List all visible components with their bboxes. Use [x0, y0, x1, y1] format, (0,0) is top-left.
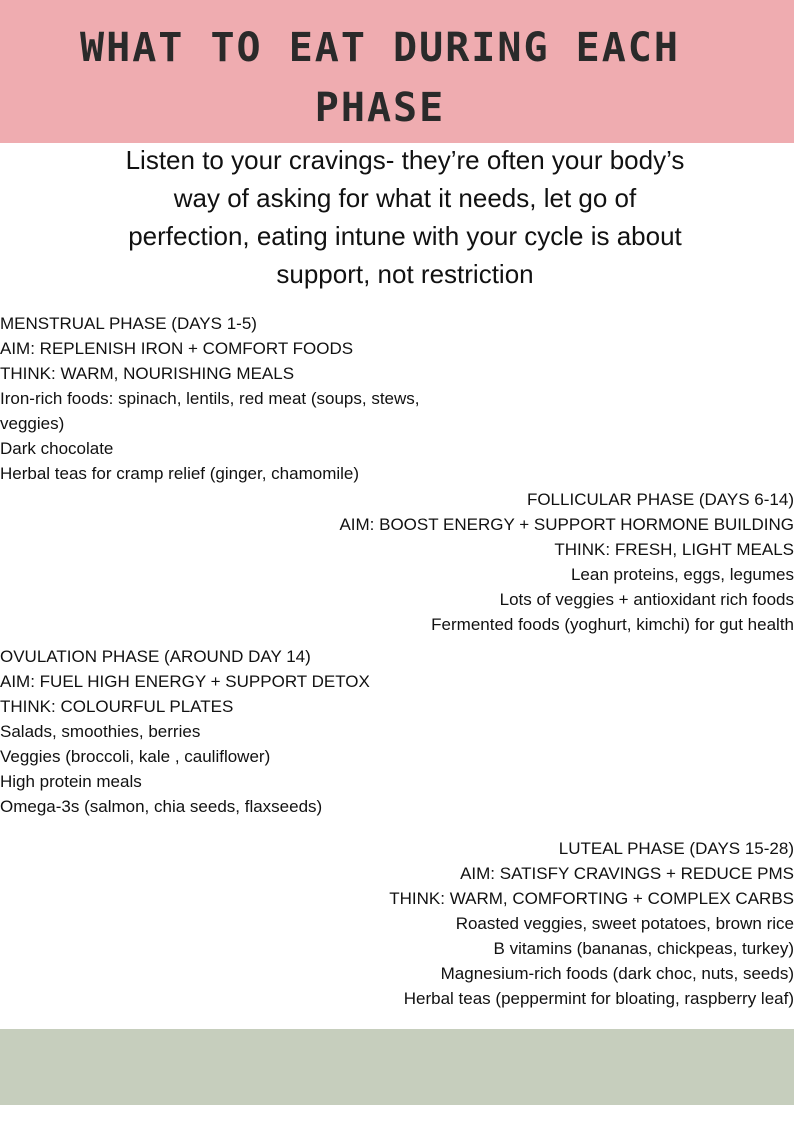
ovulation-phase-item: Veggies (broccoli, kale , cauliflower) [0, 747, 271, 766]
luteal-phase-think: THINK: WARM, COMFORTING + COMPLEX CARBS [389, 889, 794, 908]
follicular-phase-section [339, 487, 794, 637]
menstrual-phase-item: Iron-rich foods: spinach, lentils, red meat (soups, stews, veggies) [0, 389, 420, 433]
luteal-phase-aim: AIM: SATISFY CRAVINGS + REDUCE PMS [460, 864, 794, 883]
luteal-phase-section [389, 836, 794, 1011]
menstrual-phase-item: Dark chocolate [0, 439, 114, 458]
ovulation-phase-item: High protein meals [0, 772, 142, 791]
menstrual-phase-think: THINK: WARM, NOURISHING MEALS [0, 364, 295, 383]
menstrual-phase-aim: AIM: REPLENISH IRON + COMFORT FOODS [0, 339, 354, 358]
header-banner [0, 0, 794, 143]
luteal-phase-item: Herbal teas (peppermint for bloating, raspberry leaf) [403, 989, 794, 1008]
luteal-phase-item: Magnesium-rich foods (dark choc, nuts, seeds) [440, 964, 794, 983]
menstrual-phase-section [0, 311, 440, 486]
intro-text: Listen to your cravings- they’re often your body’s way of asking for what it needs, let go of perfection, eating intune with your cycle is about support, not restriction [125, 145, 685, 289]
follicular-phase-item: Fermented foods (yoghurt, kimchi) for gut health [431, 615, 794, 634]
menstrual-phase-item: Herbal teas for cramp relief (ginger, chamomile) [0, 464, 360, 483]
luteal-phase-item: Roasted veggies, sweet potatoes, brown rice [455, 914, 794, 933]
follicular-phase-heading: FOLLICULAR PHASE (DAYS 6-14) [526, 490, 794, 509]
ovulation-phase-aim: AIM: FUEL HIGH ENERGY + SUPPORT DETOX [0, 672, 370, 691]
ovulation-phase-heading: OVULATION PHASE (AROUND DAY 14) [0, 647, 311, 666]
follicular-phase-aim: AIM: BOOST ENERGY + SUPPORT HORMONE BUILDING [339, 515, 794, 534]
footer-band [0, 1029, 794, 1105]
ovulation-phase-item: Salads, smoothies, berries [0, 722, 201, 741]
follicular-phase-think: THINK: FRESH, LIGHT MEALS [554, 540, 794, 559]
menstrual-phase-heading: MENSTRUAL PHASE (DAYS 1-5) [0, 314, 257, 333]
ovulation-phase-item: Omega-3s (salmon, chia seeds, flaxseeds) [0, 797, 323, 816]
ovulation-phase-think: THINK: COLOURFUL PLATES [0, 697, 234, 716]
ovulation-phase-section [0, 644, 370, 819]
follicular-phase-item: Lean proteins, eggs, legumes [570, 565, 794, 584]
page-title: WHAT TO EAT DURING EACH PHASE [80, 25, 680, 131]
luteal-phase-item: B vitamins (bananas, chickpeas, turkey) [493, 939, 794, 958]
luteal-phase-heading: LUTEAL PHASE (DAYS 15-28) [558, 839, 794, 858]
follicular-phase-item: Lots of veggies + antioxidant rich foods [499, 590, 794, 609]
